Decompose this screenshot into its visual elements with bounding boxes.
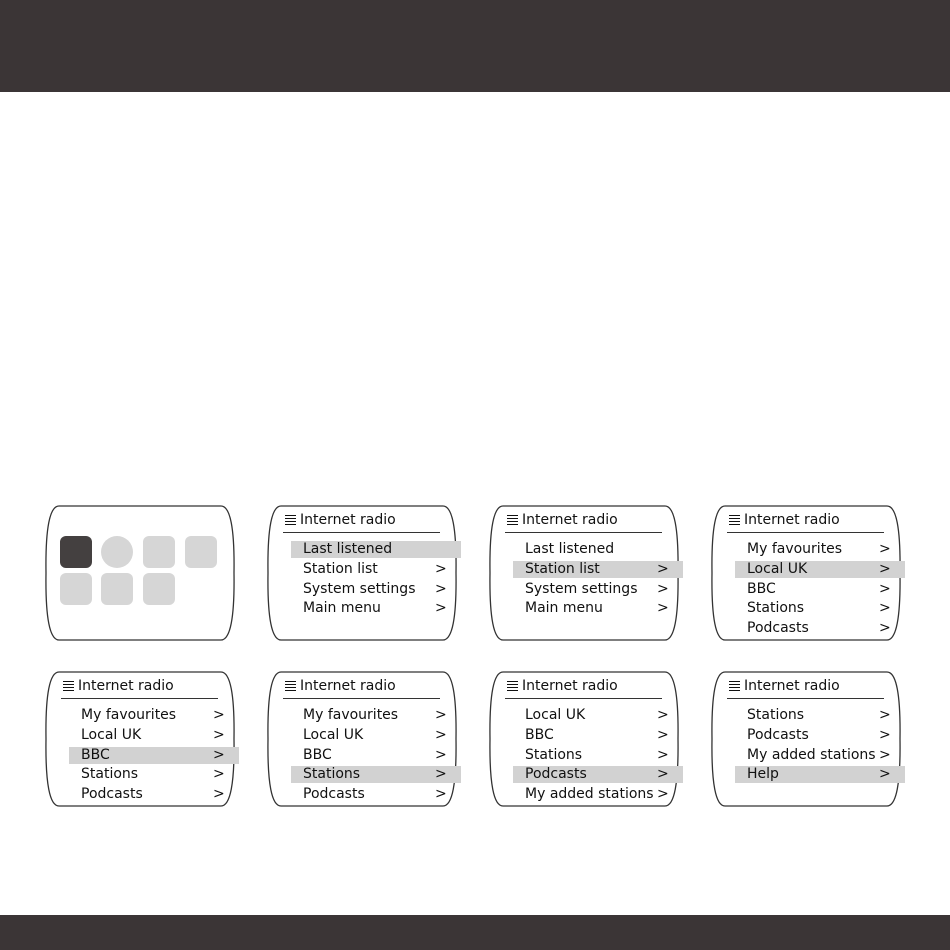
menu-item[interactable] [69, 786, 239, 803]
menu-item[interactable] [291, 707, 461, 724]
menu-item[interactable] [291, 747, 461, 764]
menu-item[interactable] [735, 707, 905, 724]
menu-item-selected[interactable] [735, 561, 905, 578]
submenu-arrow-icon: > [879, 541, 891, 557]
menu-item-label: Podcasts [747, 620, 809, 637]
home-tile-internet-radio[interactable] [60, 536, 92, 568]
screen-title: Internet radio [744, 678, 840, 694]
radio-menu-screen [711, 505, 901, 641]
menu-item-label: Station list [525, 560, 600, 577]
menu-item-label: Stations [747, 707, 805, 723]
menu-item-label: Last listened [525, 541, 615, 557]
menu-item-label: My favourites [303, 707, 399, 723]
radio-menu-screen [267, 505, 457, 641]
menu-item-label: Main menu [525, 600, 603, 617]
menu-item-selected[interactable] [291, 766, 461, 783]
screen-title: Internet radio [300, 512, 396, 528]
menu-item-selected[interactable] [69, 747, 239, 764]
menu-item[interactable] [69, 727, 239, 744]
menu-item-label: BBC [303, 746, 332, 763]
menu-item[interactable] [69, 707, 239, 724]
menu-item-label: Podcasts [747, 726, 809, 743]
menu-item-label: My favourites [81, 707, 177, 723]
menu-icon [285, 681, 296, 691]
menu-item-label: System settings [303, 580, 416, 597]
menu-item-label: Podcasts [81, 786, 143, 803]
submenu-arrow-icon: > [435, 600, 447, 617]
menu-item[interactable] [291, 727, 461, 744]
home-tile-7[interactable] [143, 573, 175, 605]
header-divider [505, 532, 662, 533]
menu-item[interactable] [513, 747, 683, 764]
submenu-arrow-icon: > [213, 766, 225, 783]
submenu-arrow-icon: > [657, 560, 669, 577]
menu-item[interactable] [735, 541, 905, 558]
menu-item-selected[interactable] [291, 541, 461, 558]
menu-icon [285, 515, 296, 525]
submenu-arrow-icon: > [435, 746, 447, 763]
header-divider [727, 532, 884, 533]
menu-item[interactable] [291, 581, 461, 598]
submenu-arrow-icon: > [213, 746, 225, 763]
menu-icon [729, 681, 740, 691]
menu-item-label: Stations [525, 746, 583, 763]
submenu-arrow-icon: > [435, 726, 447, 743]
menu-item-label: Last listened [303, 541, 393, 557]
menu-item-label: Stations [747, 600, 805, 617]
submenu-arrow-icon: > [657, 746, 669, 763]
menu-item-label: My added stations [747, 746, 876, 763]
home-tile-6[interactable] [101, 573, 133, 605]
submenu-arrow-icon: > [435, 786, 447, 803]
submenu-arrow-icon: > [213, 707, 225, 723]
screen-header [729, 511, 840, 529]
menu-item[interactable] [513, 707, 683, 724]
menu-item[interactable] [291, 600, 461, 617]
menu-item-label: BBC [525, 726, 554, 743]
screen-title: Internet radio [744, 512, 840, 528]
radio-menu-screen [267, 671, 457, 807]
submenu-arrow-icon: > [657, 707, 669, 723]
header-divider [283, 698, 440, 699]
submenu-arrow-icon: > [435, 707, 447, 723]
menu-item-selected[interactable] [513, 561, 683, 578]
menu-item-label: BBC [747, 580, 776, 597]
submenu-arrow-icon: > [879, 600, 891, 617]
home-screen [45, 505, 235, 641]
menu-item-label: Local UK [747, 560, 808, 577]
header-divider [61, 698, 218, 699]
screen-header [285, 677, 396, 695]
menu-item[interactable] [735, 747, 905, 764]
submenu-arrow-icon: > [657, 786, 669, 803]
home-tile-4[interactable] [185, 536, 217, 568]
menu-item[interactable] [291, 561, 461, 578]
menu-item[interactable] [735, 600, 905, 617]
screen-header [507, 677, 618, 695]
menu-item[interactable] [69, 766, 239, 783]
menu-item[interactable] [513, 786, 683, 803]
menu-icon [729, 515, 740, 525]
radio-menu-screen [711, 671, 901, 807]
submenu-arrow-icon: > [435, 560, 447, 577]
screen-title: Internet radio [522, 678, 618, 694]
submenu-arrow-icon: > [213, 786, 225, 803]
screen-title: Internet radio [522, 512, 618, 528]
menu-item[interactable] [735, 581, 905, 598]
submenu-arrow-icon: > [657, 580, 669, 597]
screen-header [729, 677, 840, 695]
header-divider [505, 698, 662, 699]
menu-icon [507, 515, 518, 525]
screen-title: Internet radio [78, 678, 174, 694]
screen-title: Internet radio [300, 678, 396, 694]
menu-item[interactable] [513, 727, 683, 744]
menu-item[interactable] [735, 620, 905, 637]
menu-item-label: Stations [303, 766, 361, 783]
radio-menu-screen [45, 671, 235, 807]
menu-item[interactable] [513, 581, 683, 598]
menu-item[interactable] [513, 600, 683, 617]
menu-item-label: My favourites [747, 541, 843, 557]
submenu-arrow-icon: > [879, 707, 891, 723]
header-divider [283, 532, 440, 533]
menu-item-label: Local UK [81, 726, 142, 743]
submenu-arrow-icon: > [213, 726, 225, 743]
home-tile-3[interactable] [143, 536, 175, 568]
submenu-arrow-icon: > [879, 746, 891, 763]
menu-item-label: Help [747, 766, 779, 783]
menu-item-label: Station list [303, 560, 378, 577]
menu-item[interactable] [735, 727, 905, 744]
menu-item-label: Local UK [525, 707, 586, 723]
menu-item-label: System settings [525, 580, 638, 597]
radio-menu-screen [489, 505, 679, 641]
submenu-arrow-icon: > [879, 726, 891, 743]
submenu-arrow-icon: > [657, 600, 669, 617]
radio-menu-screen [489, 671, 679, 807]
menu-icon [63, 681, 74, 691]
submenu-arrow-icon: > [657, 726, 669, 743]
menu-item-label: My added stations [525, 786, 654, 803]
menu-item-label: Local UK [303, 726, 364, 743]
menu-item[interactable] [291, 786, 461, 803]
home-tile-2[interactable] [101, 536, 133, 568]
submenu-arrow-icon: > [879, 620, 891, 637]
submenu-arrow-icon: > [657, 766, 669, 783]
menu-item[interactable] [513, 541, 683, 558]
menu-item-selected[interactable] [735, 766, 905, 783]
screen-header [285, 511, 396, 529]
submenu-arrow-icon: > [435, 766, 447, 783]
menu-item-label: BBC [81, 746, 110, 763]
menu-item-label: Podcasts [525, 766, 587, 783]
header-band [0, 0, 950, 92]
submenu-arrow-icon: > [879, 766, 891, 783]
submenu-arrow-icon: > [435, 580, 447, 597]
menu-item-label: Stations [81, 766, 139, 783]
screen-header [507, 511, 618, 529]
screen-header [63, 677, 174, 695]
submenu-arrow-icon: > [879, 580, 891, 597]
home-tile-5[interactable] [60, 573, 92, 605]
header-divider [727, 698, 884, 699]
footer-band [0, 915, 950, 950]
menu-item-label: Podcasts [303, 786, 365, 803]
menu-item-label: Main menu [303, 600, 381, 617]
menu-icon [507, 681, 518, 691]
menu-item-selected[interactable] [513, 766, 683, 783]
submenu-arrow-icon: > [879, 560, 891, 577]
